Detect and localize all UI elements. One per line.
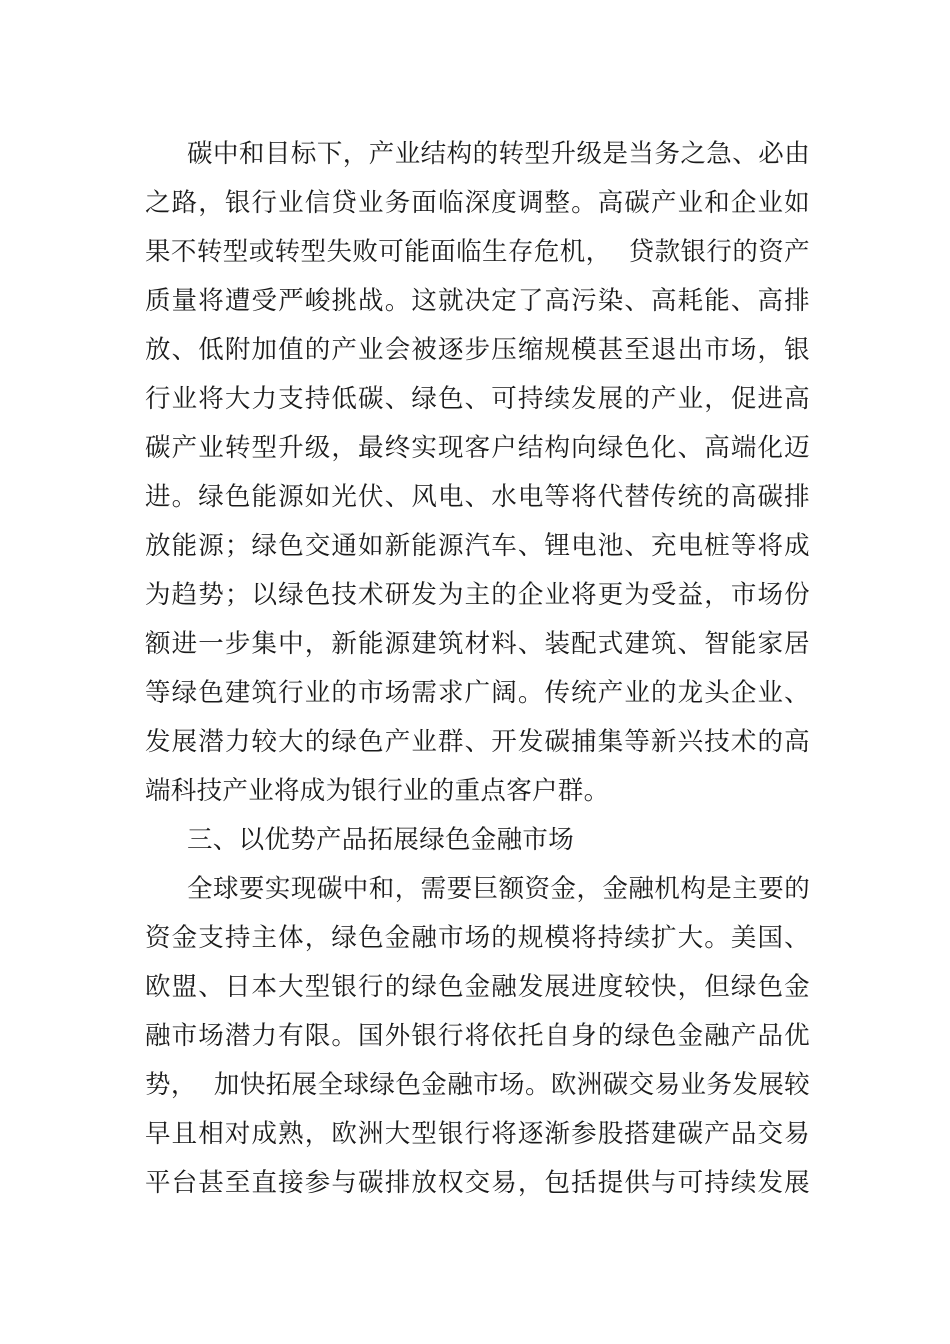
paragraph-line: 为趋势；以绿色技术研发为主的企业将更为受益，市场份 xyxy=(145,580,810,610)
paragraph-line: 资金支持主体，绿色金融市场的规模将持续扩大。美国、 xyxy=(145,923,810,953)
section-heading: 三、以优势产品拓展绿色金融市场 xyxy=(187,825,575,855)
paragraph-2 xyxy=(145,865,810,1208)
paragraph-line: 果不转型或转型失败可能面临生存危机， 贷款银行的资产 xyxy=(145,237,810,267)
paragraph-line: 全球要实现碳中和，需要巨额资金，金融机构是主要的 xyxy=(187,874,810,904)
paragraph-line: 额进一步集中，新能源建筑材料、装配式建筑、智能家居 xyxy=(145,629,810,659)
paragraph-line: 碳产业转型升级，最终实现客户结构向绿色化、高端化迈 xyxy=(145,433,810,463)
paragraph-line: 碳中和目标下，产业结构的转型升级是当务之急、必由 xyxy=(187,139,810,169)
paragraph-line: 融市场潜力有限。国外银行将依托自身的绿色金融产品优 xyxy=(145,1021,810,1051)
paragraph-line: 平台甚至直接参与碳排放权交易，包括提供与可持续发展 xyxy=(145,1168,810,1198)
paragraph-line: 势， 加快拓展全球绿色金融市场。欧洲碳交易业务发展较 xyxy=(145,1070,810,1100)
paragraph-line: 之路，银行业信贷业务面临深度调整。高碳产业和企业如 xyxy=(145,188,810,218)
paragraph-line: 放、低附加值的产业会被逐步压缩规模甚至退出市场，银 xyxy=(145,335,810,365)
paragraph-line: 等绿色建筑行业的市场需求广阔。传统产业的龙头企业、 xyxy=(145,678,810,708)
paragraph-line: 质量将遭受严峻挑战。这就决定了高污染、高耗能、高排 xyxy=(145,286,810,316)
document-body xyxy=(145,130,810,1208)
paragraph-line: 发展潜力较大的绿色产业群、开发碳捕集等新兴技术的高 xyxy=(145,727,810,757)
paragraph-line: 行业将大力支持低碳、绿色、可持续发展的产业，促进高 xyxy=(145,384,810,414)
paragraph-1 xyxy=(145,130,810,816)
paragraph-line: 欧盟、日本大型银行的绿色金融发展进度较快，但绿色金 xyxy=(145,972,810,1002)
paragraph-line-last: 端科技产业将成为银行业的重点客户群。 xyxy=(145,776,610,806)
paragraph-line: 早且相对成熟，欧洲大型银行将逐渐参股搭建碳产品交易 xyxy=(145,1119,810,1149)
paragraph-line: 放能源；绿色交通如新能源汽车、锂电池、充电桩等将成 xyxy=(145,531,810,561)
paragraph-line: 进。绿色能源如光伏、风电、水电等将代替传统的高碳排 xyxy=(145,482,810,512)
